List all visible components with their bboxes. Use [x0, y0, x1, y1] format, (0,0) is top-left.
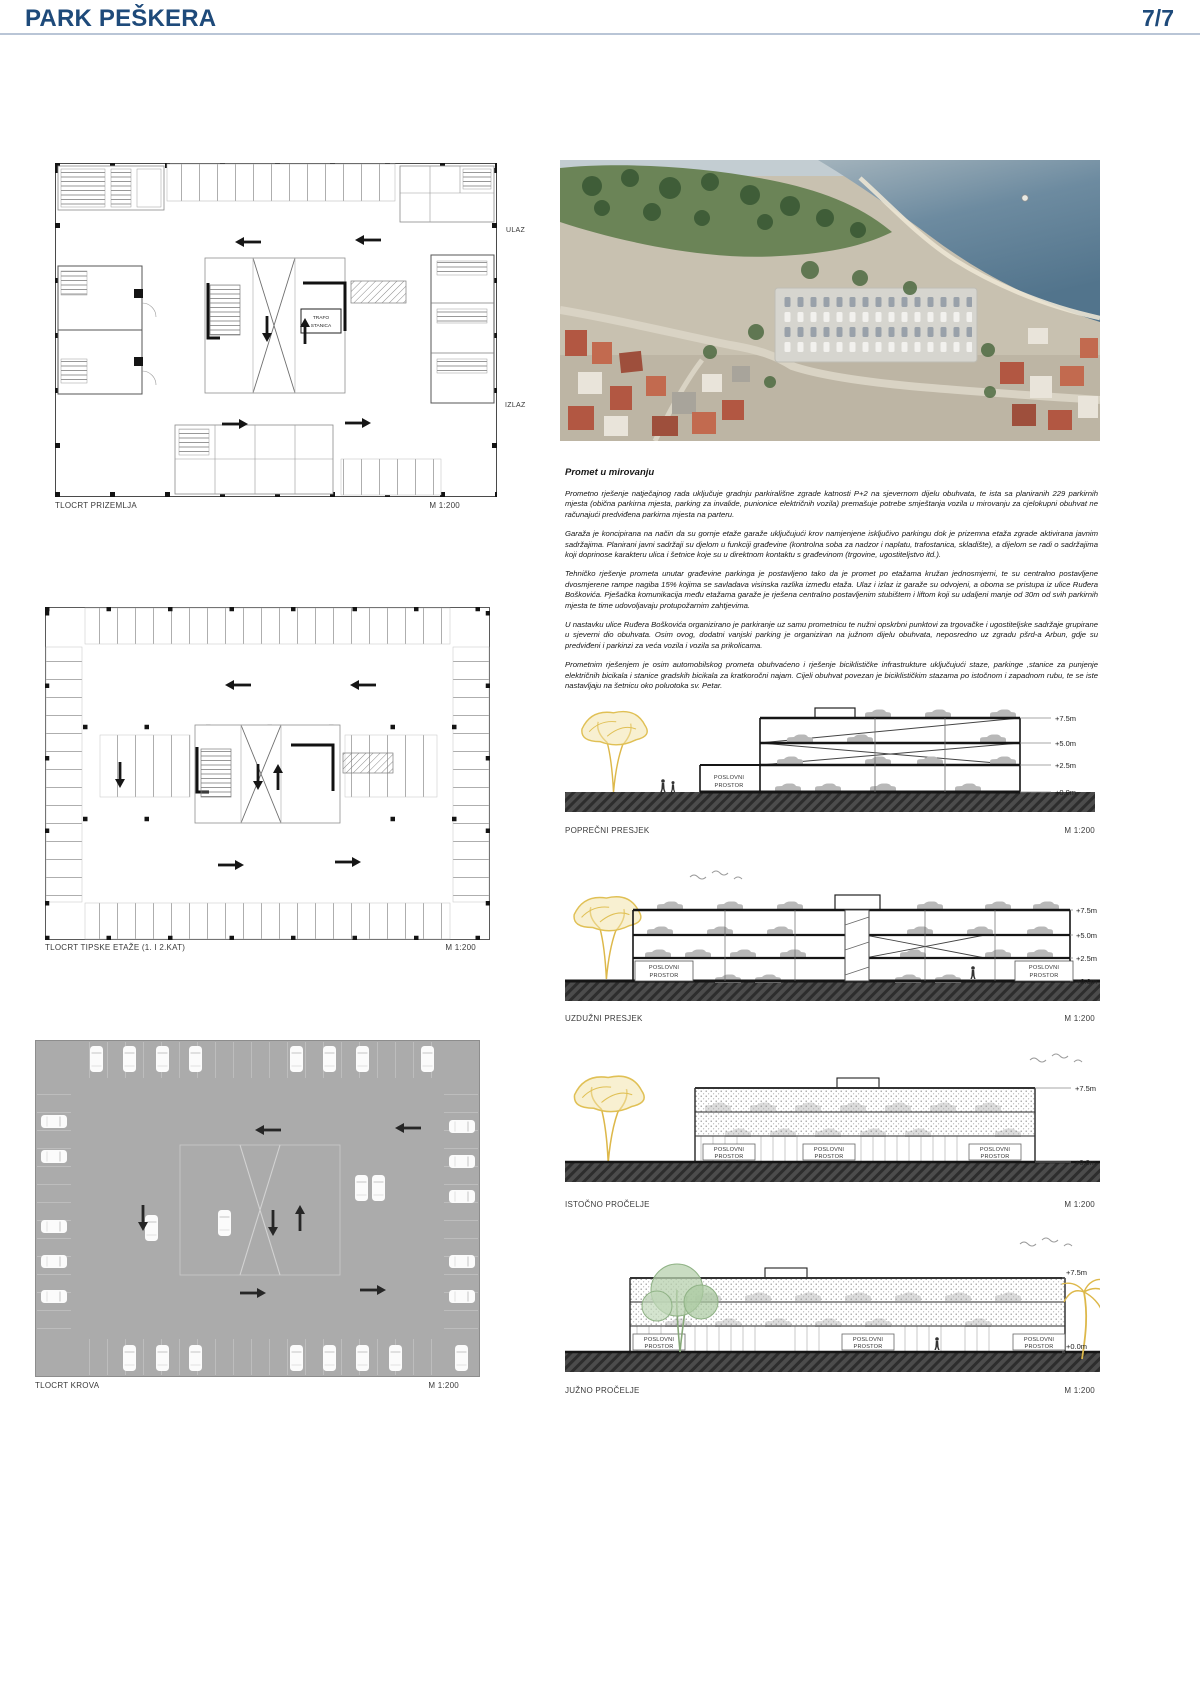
- room-label: PROSTOR: [1024, 1344, 1054, 1350]
- section-scale: M 1:200: [1064, 1200, 1095, 1209]
- section-caption: POPREČNI PRESJEK: [565, 826, 650, 835]
- plan-caption: TLOCRT KROVA: [35, 1381, 100, 1390]
- south-elevation: [565, 1228, 1100, 1396]
- level-label: +7.5m: [1076, 906, 1098, 915]
- text-paragraph: Prometnim rješenjem je osim automobilskog prometa obuhvaćeno i rješenje biciklističke infrastrukture uključujući staze, parkinge ,stanice za punjenje električnih bicikala i stanice gradskih bicikala za kratkoročni najam. Cijeli obuhvat povezan je biciklističkim stazama po istočnom i zapadnom rubu, te se iste nastavljaju na šetnicu oko poluotoka sv. Petar.: [565, 660, 1098, 691]
- level-label: +5.0m: [1076, 931, 1098, 940]
- cross-section-drawing: [565, 700, 1095, 835]
- floor-plan-ground-drawing: [55, 163, 497, 497]
- room-label: POSLOVNI: [713, 1147, 745, 1153]
- section-scale: M 1:200: [1064, 1386, 1095, 1395]
- level-label: +0.0m: [1055, 788, 1077, 797]
- floor-plan-typical-drawing: [45, 607, 490, 940]
- aerial-render-image: [560, 160, 1100, 441]
- birds-icon: [1030, 1054, 1082, 1062]
- tree-icon: [574, 1076, 644, 1162]
- section-scale: M 1:200: [1064, 826, 1095, 835]
- floor-plan-typical: [45, 607, 490, 940]
- text-heading: Promet u mirovanju: [565, 467, 655, 478]
- section-caption-row: [565, 1386, 1095, 1395]
- section-caption: JUŽNO PROČELJE: [565, 1386, 640, 1395]
- room-label: POSLOVNI: [648, 965, 680, 971]
- plan-caption-row: [45, 943, 476, 952]
- level-label: +5.0m: [1055, 739, 1077, 748]
- tree-icon: [574, 897, 641, 979]
- level-label: +2.5m: [1055, 761, 1077, 770]
- east-elevation: [565, 1040, 1100, 1208]
- longitudinal-section: [565, 855, 1100, 1027]
- section-caption: ISTOČNO PROČELJE: [565, 1200, 650, 1209]
- lighthouse: [1022, 195, 1028, 201]
- entrance-label: ULAZ: [506, 227, 526, 234]
- section-scale: M 1:200: [1064, 1014, 1095, 1023]
- person-icon: [934, 1337, 939, 1350]
- room-label: POSLOVNI: [643, 1337, 675, 1343]
- level-label: +0.0m: [1075, 1158, 1097, 1167]
- tree-icon: [582, 712, 647, 792]
- room-label: POSLOVNI: [852, 1337, 884, 1343]
- east-elevation-drawing: [565, 1040, 1100, 1208]
- level-label: +0.0m: [1076, 977, 1098, 986]
- ground: [565, 981, 1100, 1001]
- person-icon: [970, 966, 975, 979]
- longitudinal-section-drawing: [565, 855, 1100, 1027]
- ground: [565, 792, 1095, 812]
- plan-caption-row: [35, 1381, 459, 1390]
- section-caption-row: [565, 826, 1095, 835]
- cross-section: [565, 700, 1095, 835]
- ground: [565, 1162, 1100, 1182]
- plan-scale: M 1:200: [428, 1381, 459, 1390]
- roof-plan: [35, 1040, 480, 1377]
- level-label: +2.5m: [1076, 954, 1098, 963]
- aerial-render: [560, 160, 1100, 441]
- plan-scale: M 1:200: [445, 943, 476, 952]
- room-label: POSLOVNI: [713, 775, 745, 781]
- person-icon: [660, 779, 665, 792]
- room-label: PROSTOR: [649, 973, 679, 979]
- room-label: PROSTOR: [1029, 973, 1059, 979]
- plan-caption: TLOCRT PRIZEMLJA: [55, 501, 137, 510]
- text-paragraph: Tehničko rješenje prometa unutar građevine parkinga je postavljeno tako da je promet po etažama kružan jednosmjerni, te su centralno postavljene dvosmjerene rampe nagiba 15% kojima se savladava visinska razlika između etaža. Ulaz i izlaz iz garaže su odvojeni, a oboma se pristupa iz ulice Ruđera Boškovića. Pješačka komunikacija među etažama garaže je rješena centralno postavljenim stubištem i liftom koji su udaljeni manje od 30m od svih parkirnih mjesta te time udovoljavaju protupožarnim zahtjevima.: [565, 569, 1098, 610]
- plan-caption: TLOCRT TIPSKE ETAŽE (1. I 2.KAT): [45, 943, 186, 952]
- person-icon: [671, 781, 675, 792]
- plan-scale: M 1:200: [429, 501, 460, 510]
- room-label: PROSTOR: [814, 1154, 844, 1160]
- room-label: PROSTOR: [644, 1344, 674, 1350]
- text-paragraph: U nastavku ulice Ruđera Boškovića organizirano je parkiranje uz samu prometnicu te nužni opskrbni punktovi za trgovačke i ugostiteljske sadržaje grupirane u sjeverni dio obuhvata. Osim ovog, dodatni vanjski parking je organiziran na južnom dijelu obuhvata, neposredno uz zgradu pšrd-a Arbun, gdje su predviđeni i parkinzi za veća vozila i vozila sa prikolicama.: [565, 620, 1098, 650]
- trafo-label: TRAFO: [312, 316, 330, 321]
- room-label: POSLOVNI: [813, 1147, 845, 1153]
- section-caption-row: [565, 1014, 1095, 1023]
- birds-icon: [1020, 1238, 1072, 1246]
- room-label: POSLOVNI: [1028, 965, 1060, 971]
- roof-plan-drawing: [35, 1040, 480, 1377]
- level-label: +0.0m: [1066, 1342, 1088, 1351]
- page-title: PARK PEŠKERA: [25, 5, 217, 32]
- south-elevation-drawing: [565, 1228, 1100, 1396]
- text-paragraph: Garaža je koncipirana na način da su gornje etaže garaže uključujući krov namjenjene isključivo parkingu dok je prizemna etaža zgrade aktivirana javnim sadržajima. Planirani javni sadržaji su djelom u funkciji građevine (kontrolna soba za nadzor i naplatu, trafostanica, skladište), a dijelom se radi o sadržajima koji doprinose karakteru ulica i šetnice koje su u direktnom kontaktu s građevinom (trgovine, ugostiteljstvo itd.).: [565, 529, 1098, 560]
- traffic-text-block: [565, 467, 1098, 701]
- section-caption-row: [565, 1200, 1095, 1209]
- room-label: POSLOVNI: [1023, 1337, 1055, 1343]
- section-caption: UZDUŽNI PRESJEK: [565, 1014, 643, 1023]
- header-rule: [0, 33, 1200, 35]
- room-label: POSLOVNI: [979, 1147, 1011, 1153]
- level-label: +7.5m: [1055, 714, 1077, 723]
- level-label: +7.5m: [1066, 1268, 1088, 1277]
- ground: [565, 1352, 1100, 1372]
- floor-plan-ground: [55, 163, 497, 497]
- room-label: PROSTOR: [980, 1154, 1010, 1160]
- room-label: PROSTOR: [714, 783, 744, 789]
- trafo-label: STANICA: [310, 324, 332, 329]
- exit-label: IZLAZ: [505, 402, 526, 409]
- page-number: 7/7: [1142, 5, 1174, 31]
- plan-caption-row: [55, 501, 460, 510]
- room-label: PROSTOR: [853, 1344, 883, 1350]
- text-paragraph: Prometno rješenje natječajnog rada uključuje gradnju parkirališne zgrade katnosti P+2 na sjevernom dijelu obuhvata, te ista sa planiranih 229 parkirnih mjesta (obična parkirna mjesta, parking za invalide, punionice električnih vozila) premašuje potrebe smještanja vozila u mirovanju za cjelokupni obuhvat ne računajući predviđena parkirna mjesta na parteru.: [565, 489, 1098, 519]
- level-label: +7.5m: [1075, 1084, 1097, 1093]
- room-label: PROSTOR: [714, 1154, 744, 1160]
- birds-icon: [690, 871, 742, 879]
- parking-structure: [775, 288, 977, 362]
